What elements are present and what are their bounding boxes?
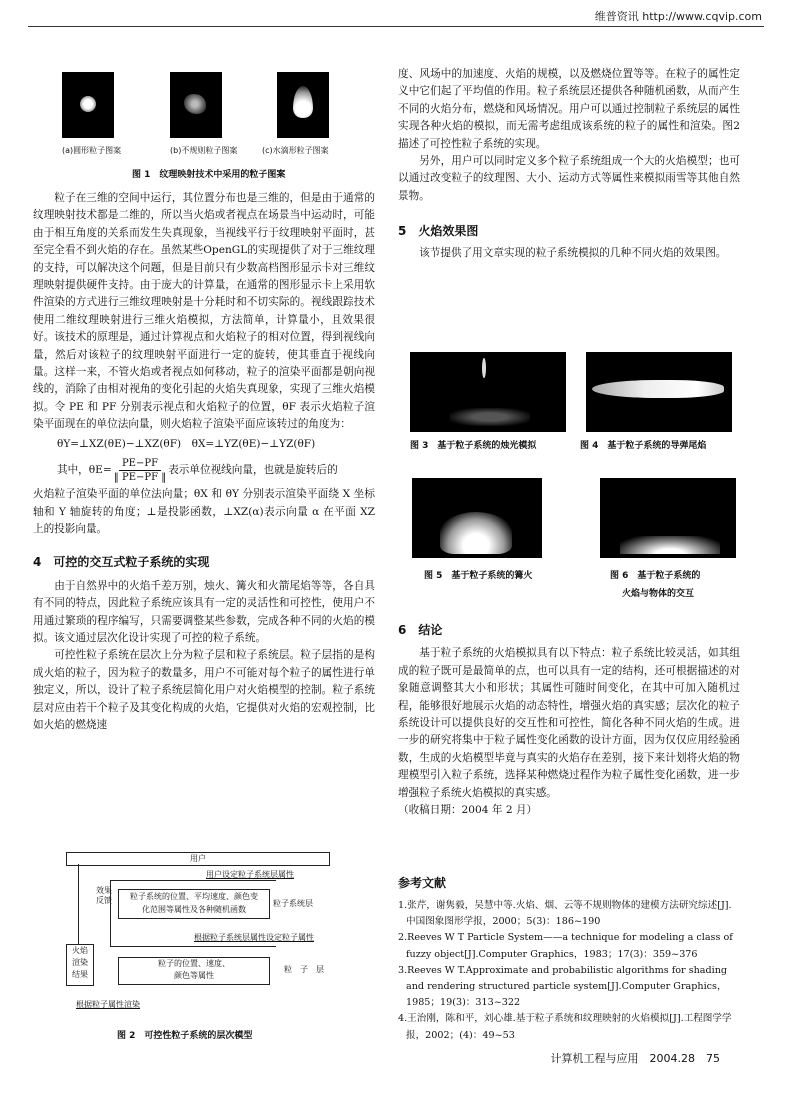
eq2-numerator: PE−PF — [119, 457, 161, 471]
right-column-bottom — [398, 622, 740, 819]
render-by-label: 根据粒子属性渲染 — [76, 1000, 140, 1009]
right-para-1: 度、风场中的加速度、火焰的规模，以及燃烧位置等等。在粒子的属性定义中它们起了平均值的作用。粒子系统层还提供各种随机函数，从而产生不同的火焰分布，燃烧和风场情况。用户可以通过控制粒子系统层的属性实现各种火焰的模拟，而无需考虑组成该系统的粒子的属性和渲染。图2描述了可控性粒子系统的实现。 — [398, 68, 740, 150]
fig1-caption: 图 1 纹理映射技术中采用的粒子图案 — [132, 170, 286, 180]
references-heading: 参考文献 — [398, 876, 447, 890]
fig1-sublabel-c: (c)水滴形粒子图案 — [262, 146, 329, 155]
left-para-4: 可控性粒子系统在层次上分为粒子层和粒子系统层。粒子层指的是构成火焰的粒子，因为粒子的数量多，用户不可能对每个粒子的属性进行单独定义，所以，设计了粒子系统层简化用户对火焰模型的控制。粒子系统层对应由若干个粒子及其变化构成的火焰，它提供对火焰的宏观控制，比如火焰的燃烧速 — [33, 649, 375, 731]
user-box: 用户 — [66, 852, 330, 866]
fig1-image-b — [170, 72, 222, 138]
fig3-image — [410, 352, 566, 432]
particle-system-layer-label: 粒子系统层 — [273, 899, 313, 908]
fig3-caption: 图 3 基于粒子系统的烛光模拟 — [410, 441, 537, 451]
eq2-prefix: 其中，θE= — [57, 463, 112, 476]
fig1-sublabel-a: (a)圆形粒子图案 — [62, 146, 122, 155]
fig2-diagram — [66, 852, 336, 1017]
connector-line — [110, 880, 276, 947]
fig1-image-a — [62, 72, 114, 138]
section-5-heading: 5 火焰效果图 — [398, 224, 479, 239]
right-column-top — [398, 66, 740, 262]
user-set-label: 用户设定粒子系统层属性 — [206, 870, 294, 879]
reference-item: 2.Reeves W T Particle System——a technique for modeling a class of fuzzy object[J].Computer Graphics，1983；17(3)：359~376 — [398, 932, 733, 960]
section-6-heading: 6 结论 — [398, 623, 443, 637]
fig2-caption: 图 2 可控性粒子系统的层次模型 — [117, 1031, 253, 1041]
reference-item: 3.Reeves W T.Approximate and probabilistic algorithms for shading and rendering structured particle system[J].Computer Graphics，1985；19(3)：313~322 — [398, 964, 728, 1009]
right-para-2: 另外，用户可以同时定义多个粒子系统组成一个大的火焰模型；也可以通过改变粒子的纹理图、大小、运动方式等属性来模拟雨雪等其他自然景物。 — [398, 155, 740, 202]
particle-attribute-box: 粒子的位置、速度、 颜色等属性 — [118, 957, 270, 985]
fig5-caption: 图 5 基于粒子系统的篝火 — [424, 571, 533, 581]
fig6-caption-line2: 火焰与物体的交互 — [622, 589, 695, 599]
fig4-caption: 图 4 基于粒子系统的导弹尾焰 — [580, 441, 707, 451]
equation-2 — [57, 457, 375, 484]
equation-1: θY=⊥XZ(θE)−⊥XZ(θF) θX=⊥YZ(θE)−⊥YZ(θF) — [57, 437, 316, 450]
particle-system-box: 粒子系统的位置、平均速度、颜色变 化范围等属性及各种随机函数 — [118, 889, 270, 919]
sys-to-particle-label: 根据粒子系统层属性设定粒子属性 — [194, 933, 314, 942]
particle-layer-label: 粒 子 层 — [284, 965, 324, 974]
fig1-image-c — [277, 72, 329, 138]
fig6-image — [600, 478, 736, 558]
site-header: 维普资讯 http://www.cqvip.com — [594, 10, 762, 23]
connector-line — [78, 864, 79, 944]
section-4-heading: 4 可控的交互式粒子系统的实现 — [33, 555, 210, 570]
eq2-suffix: 表示单位视线向量，也就是旋转后的 — [168, 463, 338, 476]
right-para-4: 基于粒子系统的火焰模拟具有以下特点：粒子系统比较灵活，如其组成的粒子既可是最简单的点，也可以具有一定的结构，还可根据描述的对象随意调整其大小和形状；其属性可随时间变化，在其中可加入随机过程，能够很好地展示火焰的动态特性，增强火焰的真实感；层次化的粒子系统设计可以提供良好的交互性和可控性，简化各种不同火焰的生成。进一步的研究将集中于粒子属性变化函数的设计方面，因为仅仅应用经验函数，生成的火焰模型毕竟与真实的火焰存在差别，接下来计划将火焰的物理模型引入粒子系统，选择某种燃烧过程作为粒子属性变化函数，进一步增强粒子系统火焰模拟的真实感。 — [398, 647, 740, 799]
fig5-image — [412, 478, 542, 558]
reference-item: 1.张芹，谢隽毅，吴慧中等.火焰、烟、云等不规则物体的建模方法研究综述[J].中国图象图形学报，2000；5(3)：186~190 — [398, 900, 732, 928]
fig4-image — [586, 352, 732, 432]
left-column — [33, 190, 375, 734]
eq2-fraction — [114, 457, 166, 484]
render-result-box: 火焰 渲染 结果 — [66, 944, 94, 986]
left-para-3: 由于自然界中的火焰千差万别，烛火、篝火和火箭尾焰等等，各自具有不同的特点，因此粒子系统应该具有一定的灵活性和可控性，使用户不用通过繁琐的程序编写，只需要调整某些参数，完成各种不同的火焰的模拟。该文通过层次化设计实现了可控的粒子系统。 — [33, 579, 375, 644]
left-para-2: 火焰粒子渲染平面的单位法向量；θX 和 θY 分别表示渲染平面绕 X 坐标轴和 Y 轴旋转的角度；⊥是投影函数，⊥XZ(α)表示向量 α 在平面 XZ 上的投影向量。 — [33, 488, 375, 535]
header-rule — [28, 26, 764, 27]
left-para-1: 粒子在三维的空间中运行，其位置分布也是三维的，但是由于通常的纹理映射技术都是二维的，所以当火焰或者视点在场景当中运动时，可能由于相互角度的关系而发生失真现象，当视线平行于纹理映射平面时，甚至完全看不到火焰的存在。虽然某些OpenGL的实现提供了对于三维纹理的支持，可以解决这个问题，但是目前只有少数高档图形显示卡对三维纹理映射提供硬件支持。由于庞大的计算量，在通常的图形显示卡上采用软件渲染的方式进行三维纹理映射是十分耗时和不切实际的。视线跟踪技术使用二维纹理映射进行三维火焰模拟，方法简单，计算量小，且效果很好。该技术的原理是，通过计算视点和火焰粒子的相对位置，得到视线向量，然后对该粒子的纹理映射平面进行一定的旋转，使其垂直于视线向量。这样一来，不管火焰或者视点如何移动，粒子的渲染平面都是朝向视线的，消除了由相对视角的变化引起的火焰失真现象，实现了三维火焰模拟。令 PE 和 PF 分别表示视点和火焰粒子的位置，θF 表示火焰粒子渲染平面现在的单位法向量，则火焰粒子渲染平面应该转过的角度为： — [33, 192, 375, 431]
received-date: （收稿日期：2004 年 2 月） — [398, 804, 538, 817]
feedback-label: 效果 反馈 — [96, 886, 112, 905]
right-para-3: 该节提供了用文章实现的粒子系统模拟的几种不同火焰的效果图。 — [419, 246, 727, 259]
fig1-sublabel-b: (b)不规则粒子图案 — [170, 146, 238, 155]
fig6-caption-line1: 图 6 基于粒子系统的 — [610, 571, 701, 581]
reference-item: 4.王治刚，陈和平，刘心雄.基于粒子系统和纹理映射的火焰模拟[J].工程图学学报，2002；(4)：49~53 — [398, 1013, 732, 1041]
eq2-denominator: ‖ PE−PF ‖ — [113, 472, 167, 484]
page-footer: 计算机工程与应用 2004.28 75 — [550, 1052, 720, 1065]
references-list — [398, 898, 740, 1044]
